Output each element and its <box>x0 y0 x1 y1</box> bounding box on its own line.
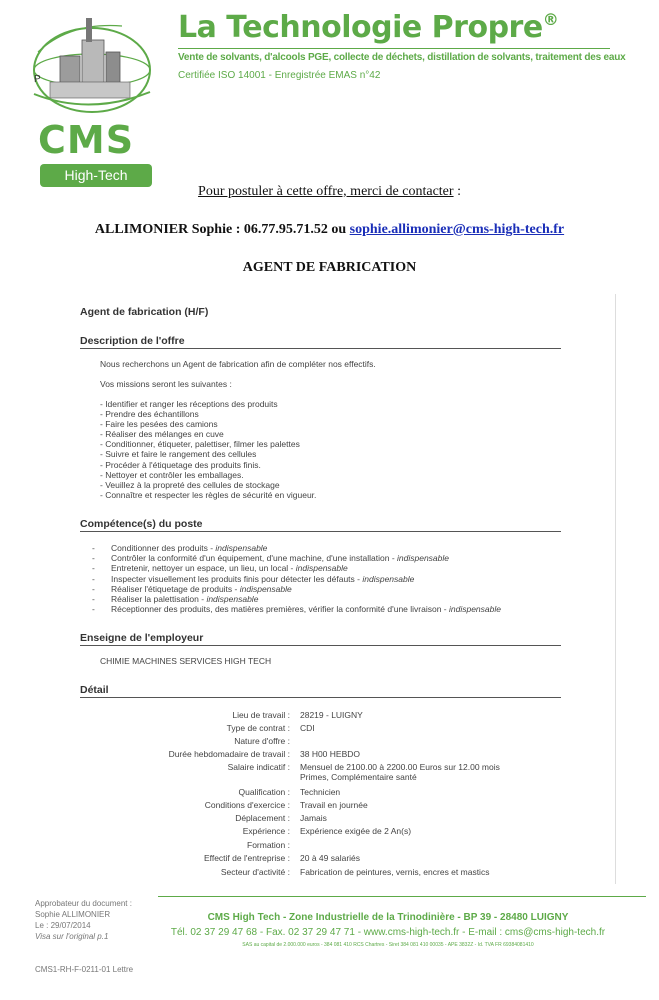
footer-company: CMS High Tech - Zone Industrielle de la Trinodinière - BP 39 - 28480 LUIGNY <box>207 912 569 923</box>
list-item: - Connaître et respecter les règles de sécurité en vigueur. <box>100 489 317 500</box>
employer-heading: Enseigne de l'employeur <box>80 632 561 646</box>
brand-tagline: Vente de solvants, d'alcools PGE, collecte de déchets, distillation de solvants, traitement des eaux <box>178 52 626 63</box>
list-item: - Contrôler la conformité d'un équipement, d'une machine, d'une installation - indispensable <box>92 553 449 564</box>
list-item: - Identifier et ranger les réceptions des produits <box>100 399 278 409</box>
description-intro: Nous recherchons un Agent de fabrication afin de compléter nos effectifs. <box>100 359 376 369</box>
factory-globe-icon <box>30 12 158 122</box>
list-item: - Réaliser des mélanges en cuve <box>100 429 224 440</box>
skills-list <box>92 543 501 614</box>
list-item: - Faire les pesées des camions <box>100 419 218 430</box>
footer-rule <box>158 896 646 897</box>
list-item: - Inspecter visuellement les produits finis pour détecter les défauts - indispensable <box>92 573 415 584</box>
list-item: - Prendre des échantillons <box>100 409 199 420</box>
contact-name-phone: ALLIMONIER Sophie : 06.77.95.71.52 ou <box>94 222 350 237</box>
approver-label: Approbateur du document : <box>35 899 132 908</box>
logo-mark: P <box>34 74 41 85</box>
contact-email-link[interactable]: sophie.allimonier@cms-high-tech.fr <box>349 222 565 237</box>
brand-header <box>178 10 626 81</box>
list-item: - Réceptionner des produits, des matières premières, vérifier la conformité d'une livraison - indispensable <box>92 604 501 615</box>
list-item: - Suivre et faire le rangement des cellules <box>100 449 257 460</box>
description-heading: Description de l'offre <box>80 335 561 349</box>
list-item: - Entretenir, nettoyer un espace, un lieu, un local - indispensable <box>92 563 348 574</box>
approval-visa: Visa sur l'original p.1 <box>35 932 109 941</box>
contact-line <box>0 222 659 238</box>
approval-date: Le : 29/07/2014 <box>35 921 91 930</box>
list-item: - Nettoyer et contrôler les emballages. <box>100 469 244 480</box>
list-item: - Conditionner, étiqueter, palettiser, filmer les palettes <box>100 439 300 450</box>
detail-heading: Détail <box>80 684 561 698</box>
list-item: - Procéder à l'étiquetage des produits finis. <box>100 459 261 470</box>
logo-subtitle: High-Tech <box>40 164 152 187</box>
document-reference: CMS1-RH-F-0211-01 Lettre <box>35 965 134 974</box>
list-item: - Veuillez à la propreté des cellules de stockage <box>100 479 280 490</box>
brand-certification: Certifiée ISO 14001 - Enregistrée EMAS n°42 <box>178 70 381 81</box>
skills-heading: Compétence(s) du poste <box>80 518 561 532</box>
footer-legal: SAS au capital de 2.000.000 euros - 384 081 410 RCS Chartres - Siret 384 081 410 00035 - APE 3832Z - Id. TVA FR 69384081410 <box>242 942 534 948</box>
footer-contacts: Tél. 02 37 29 47 68 - Fax. 02 37 29 47 71 - www.cms-high-tech.fr - E-mail : cms@cms-high-tech.fr <box>170 927 606 938</box>
employer-name: CHIMIE MACHINES SERVICES HIGH TECH <box>100 656 272 666</box>
brand-title: La Technologie Propre® <box>178 10 559 45</box>
missions-list <box>100 399 316 500</box>
approver-name: Sophie ALLIMONIER <box>35 910 111 919</box>
contact-prompt: Pour postuler à cette offre, merci de contacter : <box>198 184 461 199</box>
list-item: - Conditionner des produits - indispensable <box>92 543 268 553</box>
offer-heading: Agent de fabrication (H/F) <box>80 306 209 318</box>
missions-intro: Vos missions seront les suivantes : <box>100 379 232 389</box>
job-title: AGENT DE FABRICATION <box>242 260 417 275</box>
brand-rule <box>178 48 610 49</box>
list-item: - Réaliser la palettisation - indispensable <box>92 594 259 605</box>
list-item: - Réaliser l'étiquetage de produits - indispensable <box>92 583 292 594</box>
document-approval <box>35 898 132 942</box>
company-logo <box>30 12 158 183</box>
logo-wordmark: CMS <box>38 118 135 162</box>
